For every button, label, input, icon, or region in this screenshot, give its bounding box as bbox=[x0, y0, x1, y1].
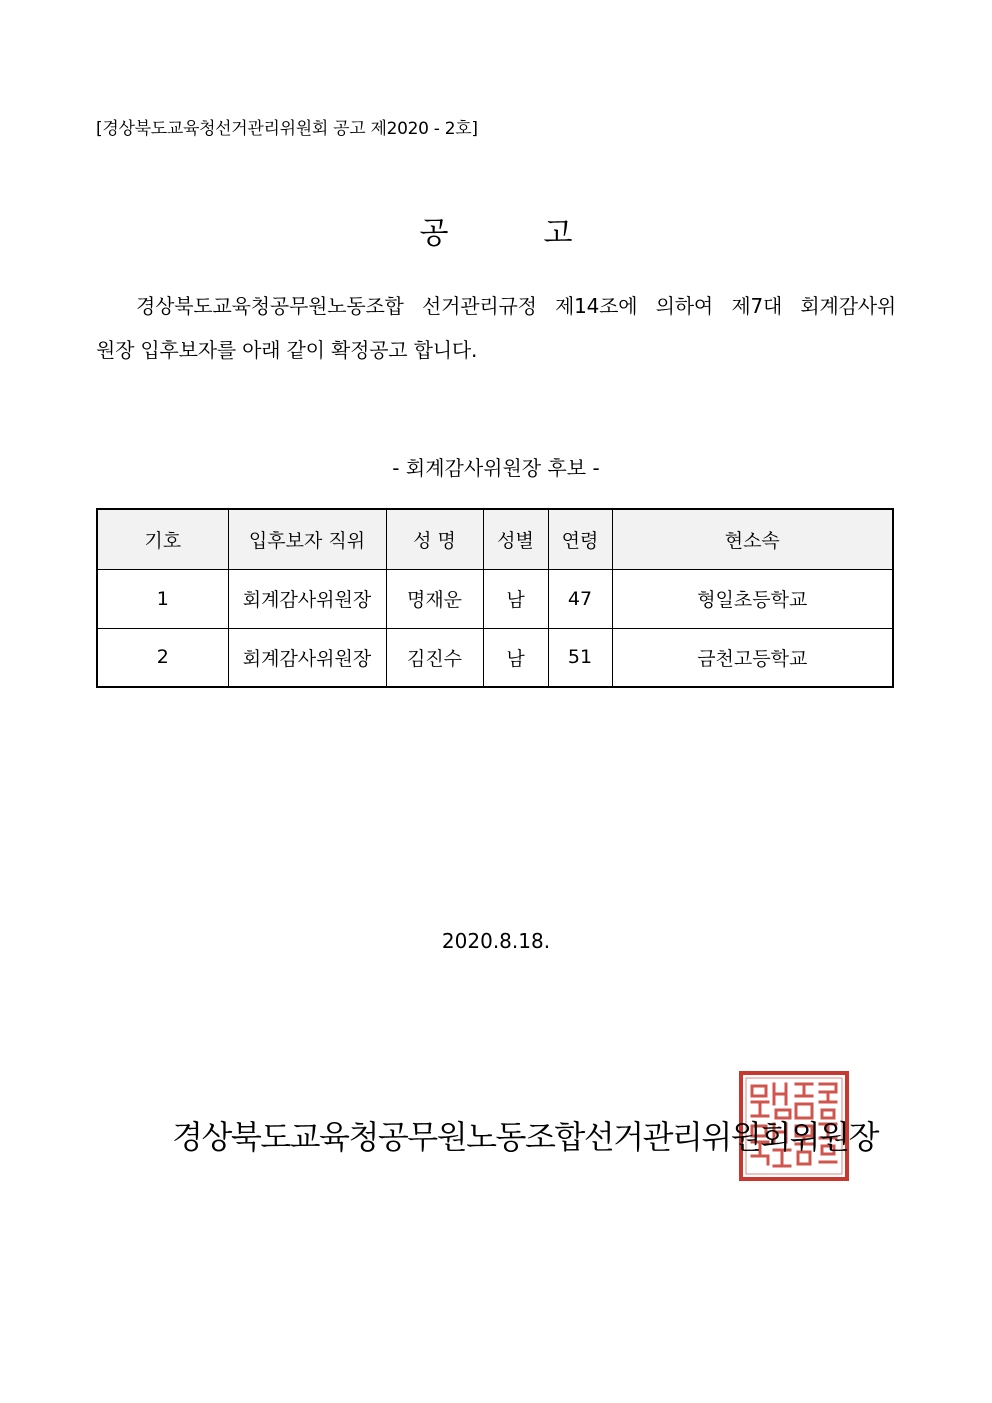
table-row bbox=[97, 628, 893, 687]
cell-affiliation: 금천고등학교 bbox=[612, 628, 893, 687]
body-line-2: 원장 입후보자를 아래 같이 확정공고 합니다. bbox=[96, 338, 478, 362]
cell-affiliation: 형일초등학교 bbox=[612, 569, 893, 628]
header-name: 성 명 bbox=[386, 509, 483, 569]
table-header-row bbox=[97, 509, 893, 569]
header-position: 입후보자 직위 bbox=[228, 509, 386, 569]
cell-age: 47 bbox=[548, 569, 612, 628]
cell-gender: 남 bbox=[483, 628, 548, 687]
table-row bbox=[97, 569, 893, 628]
cell-position: 회계감사위원장 bbox=[228, 569, 386, 628]
cell-age: 51 bbox=[548, 628, 612, 687]
notice-body bbox=[96, 284, 896, 372]
header-affiliation: 현소속 bbox=[612, 509, 893, 569]
candidates-table bbox=[96, 508, 894, 688]
document-title bbox=[0, 208, 992, 252]
cell-gender: 남 bbox=[483, 569, 548, 628]
cell-name: 김진수 bbox=[386, 628, 483, 687]
header-number: 기호 bbox=[97, 509, 228, 569]
cell-number: 1 bbox=[97, 569, 228, 628]
notice-number: [경상북도교육청선거관리위원회 공고 제2020 - 2호] bbox=[96, 119, 478, 139]
header-gender: 성별 bbox=[483, 509, 548, 569]
cell-name: 명재운 bbox=[386, 569, 483, 628]
cell-position: 회계감사위원장 bbox=[228, 628, 386, 687]
title-char-2: 고 bbox=[543, 216, 573, 251]
signature-block bbox=[0, 1068, 992, 1192]
header-age: 연령 bbox=[548, 509, 612, 569]
cell-number: 2 bbox=[97, 628, 228, 687]
body-line-1: 경상북도교육청공무원노동조합 선거관리규정 제14조에 의하여 제7대 회계감사위 bbox=[136, 294, 896, 318]
title-char-1: 공 bbox=[419, 216, 449, 251]
signer-name: 경상북도교육청공무원노동조합선거관리위원회위원장 bbox=[172, 1118, 878, 1156]
table-heading: - 회계감사위원장 후보 - bbox=[392, 456, 600, 480]
document-date: 2020.8.18. bbox=[441, 929, 551, 953]
